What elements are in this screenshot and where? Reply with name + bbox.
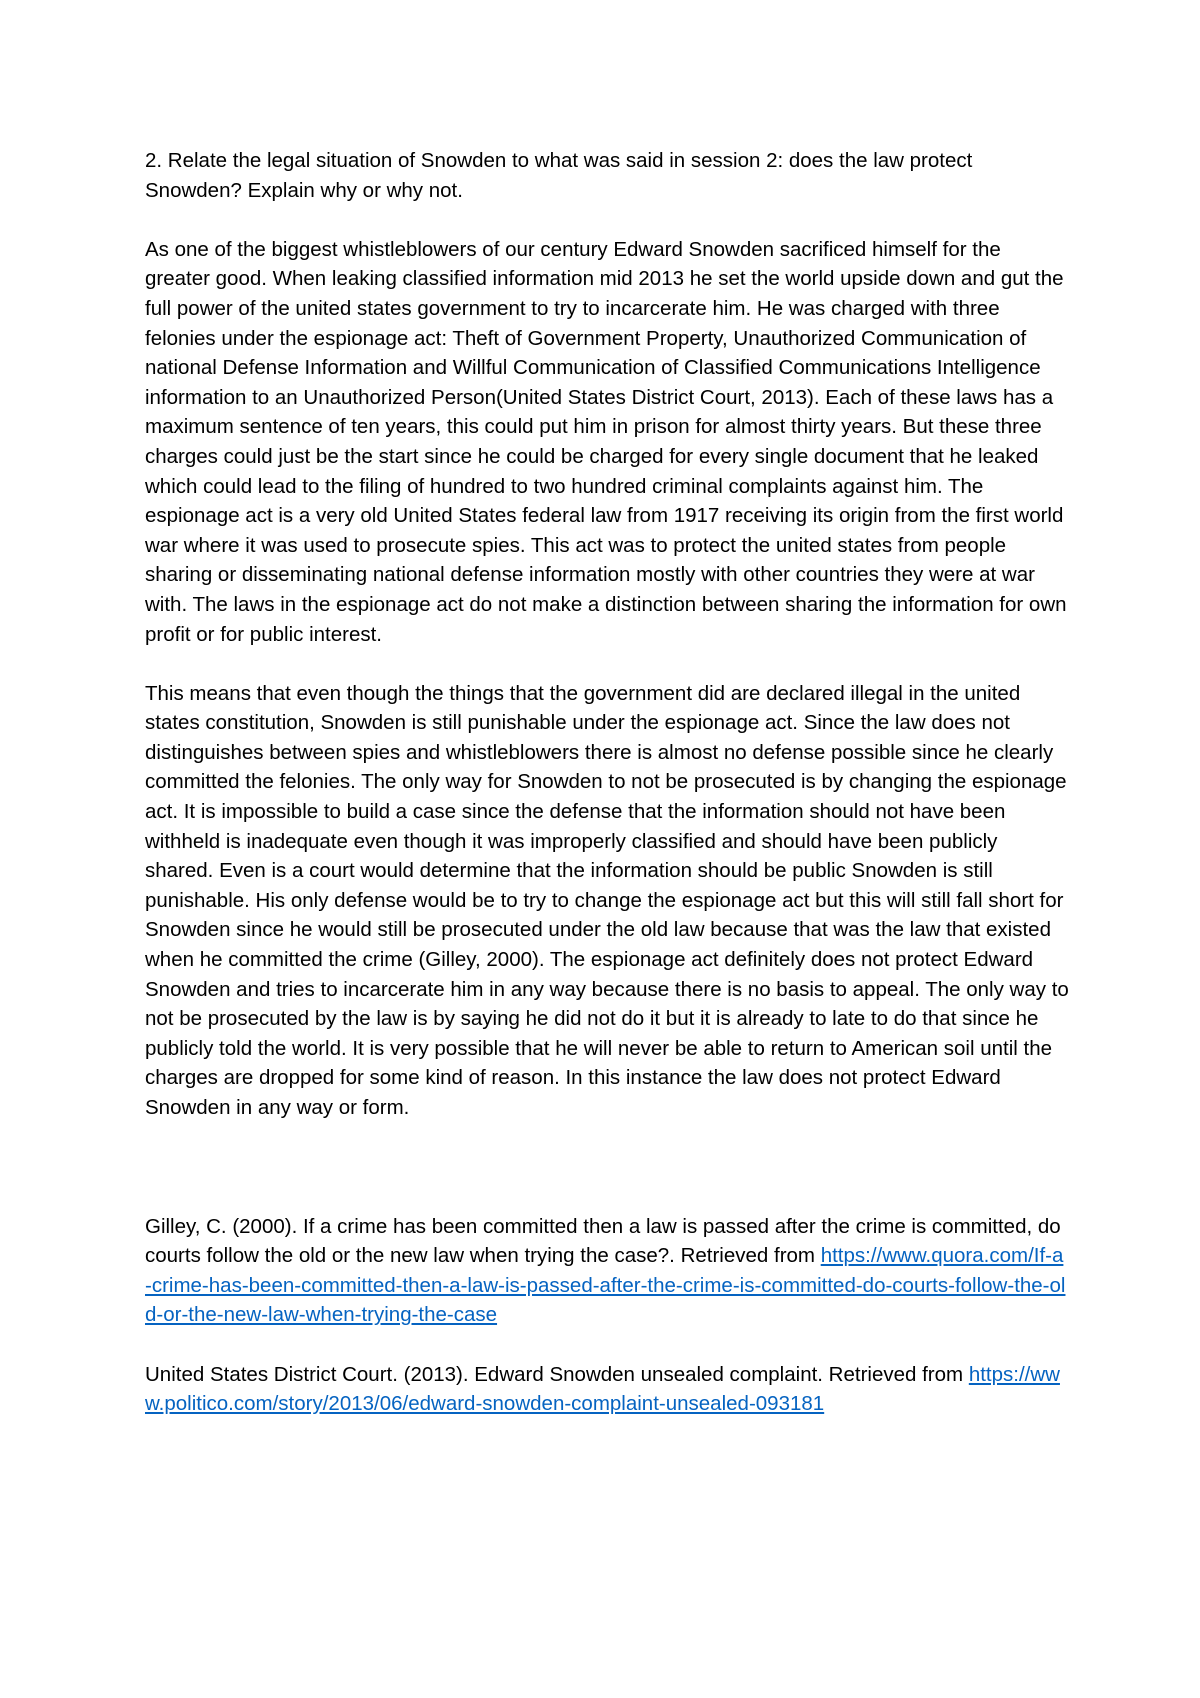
reference-district-court [145,1360,1070,1419]
paragraph-1: As one of the biggest whistleblowers of our century Edward Snowden sacrificed himself for the greater good. When leaking classified information mid 2013 he set the world upside down and gut the full power of the united states government to try to incarcerate him. He was charged with three felonies under the espionage act: Theft of Government Property, Unauthorized Communication of national Defense Information and Willful Communication of Classified Communications Intelligence information to an Unauthorized Person(United States District Court, 2013). Each of these laws has a maximum sentence of ten years, this could put him in prison for almost thirty years. But these three charges could just be the start since he could be charged for every single document that he leaked which could lead to the filing of hundred to two hundred criminal complaints against him. The espionage act is a very old United States federal law from 1917 receiving its origin from the first world war where it was used to prosecute spies. This act was to protect the united states from people sharing or disseminating national defense information mostly with other countries they were at war with. The laws in the espionage act do not make a distinction between sharing the information for own profit or for public interest. [145,237,1067,646]
document-body [145,146,1070,1419]
question-heading: 2. Relate the legal situation of Snowden to what was said in session 2: does the law protect Snowden? Explain why or why not. [145,149,973,202]
reference-district-court-text: United States District Court. (2013). Edward Snowden unsealed complaint. Retrieved from [145,1362,964,1386]
reference-gilley-link[interactable]: https://www.quora.com/If-a-crime-has-been-committed-then-a-law-is-passed-after-the-crime-is-committed-do-courts-follow-the-old-or-the-new-law-when-trying-the-case [145,1244,1066,1327]
reference-gilley [145,1212,1070,1330]
reference-district-court-link[interactable]: https://www.politico.com/story/2013/06/edward-snowden-complaint-unsealed-093181 [145,1362,1060,1416]
reference-gilley-text: Gilley, C. (2000). If a crime has been committed then a law is passed after the crime is committed, do courts follow the old or the new law when trying the case?. Retrieved from [145,1214,1061,1268]
paragraph-2: This means that even though the things that the government did are declared illegal in the united states constitution, Snowden is still punishable under the espionage act. Since the law does not distinguishes between spies and whistleblowers there is almost no defense possible since he clearly committed the felonies. The only way for Snowden to not be prosecuted is by changing the espionage act. It is impossible to build a case since the defense that the information should not have been withheld is inadequate even though it was improperly classified and should have been publicly shared. Even is a court would determine that the information should be public Snowden is still punishable. His only defense would be to try to change the espionage act but this will still fall short for Snowden since he would still be prosecuted under the old law because that was the law that existed when he committed the crime (Gilley, 2000). The espionage act definitely does not protect Edward Snowden and tries to incarcerate him in any way because there is no basis to appeal. The only way to not be prosecuted by the law is by saying he did not do it but it is already to late to do that since he publicly told the world. It is very possible that he will never be able to return to American soil until the charges are dropped for some kind of reason. In this instance the law does not protect Edward Snowden in any way or form. [145,681,1069,1119]
